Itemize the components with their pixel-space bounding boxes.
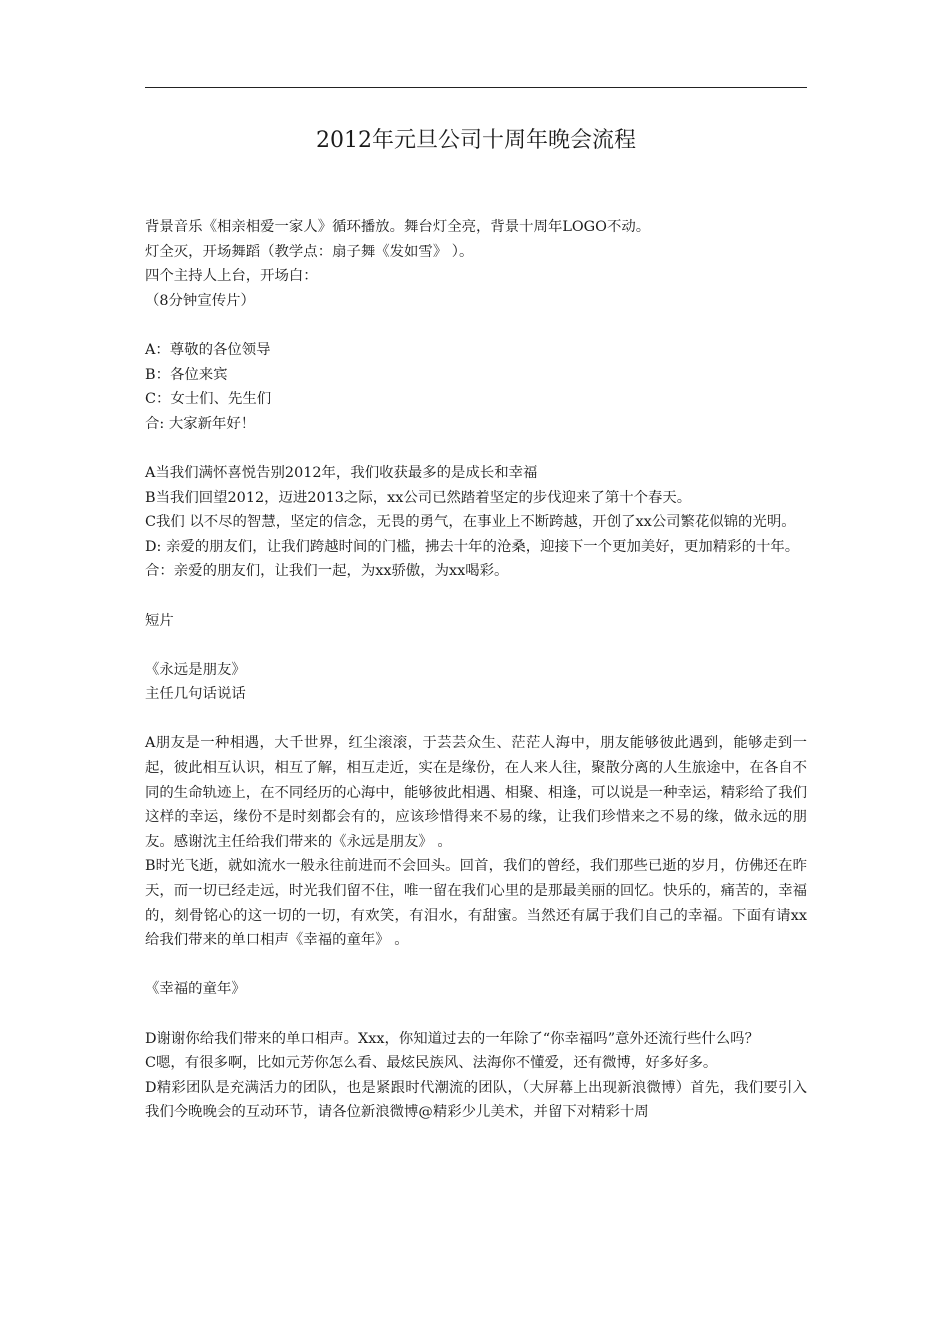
paragraph: D精彩团队是充满活力的团队，也是紧跟时代潮流的团队，（大屏幕上出现新浪微博）首先，我们要引入我们今晚晚会的互动环节，请各位新浪微博@精彩少儿美术，并留下对精彩十周 [145, 1079, 807, 1121]
blank-line [145, 1002, 807, 1027]
paragraph: 合: 大家新年好！ [145, 415, 256, 432]
paragraph: A：尊敬的各位领导 [145, 341, 271, 358]
paragraph: 短片 [145, 612, 174, 629]
blank-line [145, 584, 807, 609]
paragraph: 《幸福的童年》 [145, 981, 246, 998]
paragraph: A当我们满怀喜悦告别2012年，我们收获最多的是成长和幸福 [145, 464, 538, 481]
paragraph: C：女士们、先生们 [145, 391, 272, 408]
blank-line [145, 953, 807, 978]
paragraph: D谢谢你给我们带来的单口相声。Xxx，你知道过去的一年除了“你幸福吗”意外还流行些什么吗？ [145, 1030, 759, 1047]
paragraph: D: 亲爱的朋友们，让我们跨越时间的门槛，拂去十年的沧桑，迎接下一个更加美好，更加精彩的十年。 [145, 538, 800, 555]
document-title: 2012年元旦公司十周年晚会流程 [316, 128, 636, 153]
paragraph: B：各位来宾 [145, 366, 228, 383]
blank-line [145, 707, 807, 732]
document-body [145, 215, 807, 1125]
paragraph: C嗯，有很多啊，比如元芳你怎么看、最炫民族风、法海你不懂爱，还有微博，好多好多。 [145, 1055, 718, 1072]
paragraph: B时光飞逝，就如流水一般永往前进而不会回头。回首，我们的曾经，我们那些已逝的岁月，仿佛还在昨天，而一切已经走远，时光我们留不住，唯一留在我们心里的是那最美丽的回忆。快乐的，痛苦的，幸福的，刻骨铭心的这一切的一切，有欢笑，有泪水，有甜蜜。当然还有属于我们自己的幸福。下面有请xx给我们带来的单口相声《幸福的童年》 。 [145, 858, 807, 949]
header-rule [145, 87, 807, 88]
paragraph: 《永远是朋友》 [145, 661, 246, 678]
paragraph: （8分钟宣传片） [145, 292, 255, 309]
paragraph: A朋友是一种相遇，大千世界，红尘滚滚，于芸芸众生、茫茫人海中，朋友能够彼此遇到，能够走到一起，彼此相互认识，相互了解，相互走近，实在是缘份，在人来人往，聚散分离的人生旅途中，在各自不同的生命轨迹上，在不同经历的心海中，能够彼此相遇、相聚、相逢，可以说是一种幸运，精彩给了我们这样的幸运，缘份不是时刻都会有的，应该珍惜得来不易的缘，让我们珍惜来之不易的缘，做永远的朋友。感谢沈主任给我们带来的《永远是朋友》 。 [145, 735, 807, 850]
blank-line [145, 436, 807, 461]
blank-line [145, 313, 807, 338]
paragraph: 灯全灭，开场舞蹈（教学点：扇子舞《发如雪》 ）。 [145, 243, 474, 260]
paragraph: B当我们回望2012，迈进2013之际，xx公司已然踏着坚定的步伐迎来了第十个春天。 [145, 489, 692, 506]
paragraph: 四个主持人上台，开场白： [145, 268, 318, 285]
paragraph: C我们 以不尽的智慧，坚定的信念，无畏的勇气，在事业上不断跨越，开创了xx公司繁花似锦的光明。 [145, 514, 796, 531]
paragraph: 背景音乐《相亲相爱一家人》循环播放。舞台灯全亮，背景十周年LOGO不动。 [145, 219, 651, 235]
paragraph: 主任几句话说话 [145, 686, 246, 703]
blank-line [145, 633, 807, 658]
paragraph: 合：亲爱的朋友们，让我们一起，为xx骄傲，为xx喝彩。 [145, 563, 509, 580]
